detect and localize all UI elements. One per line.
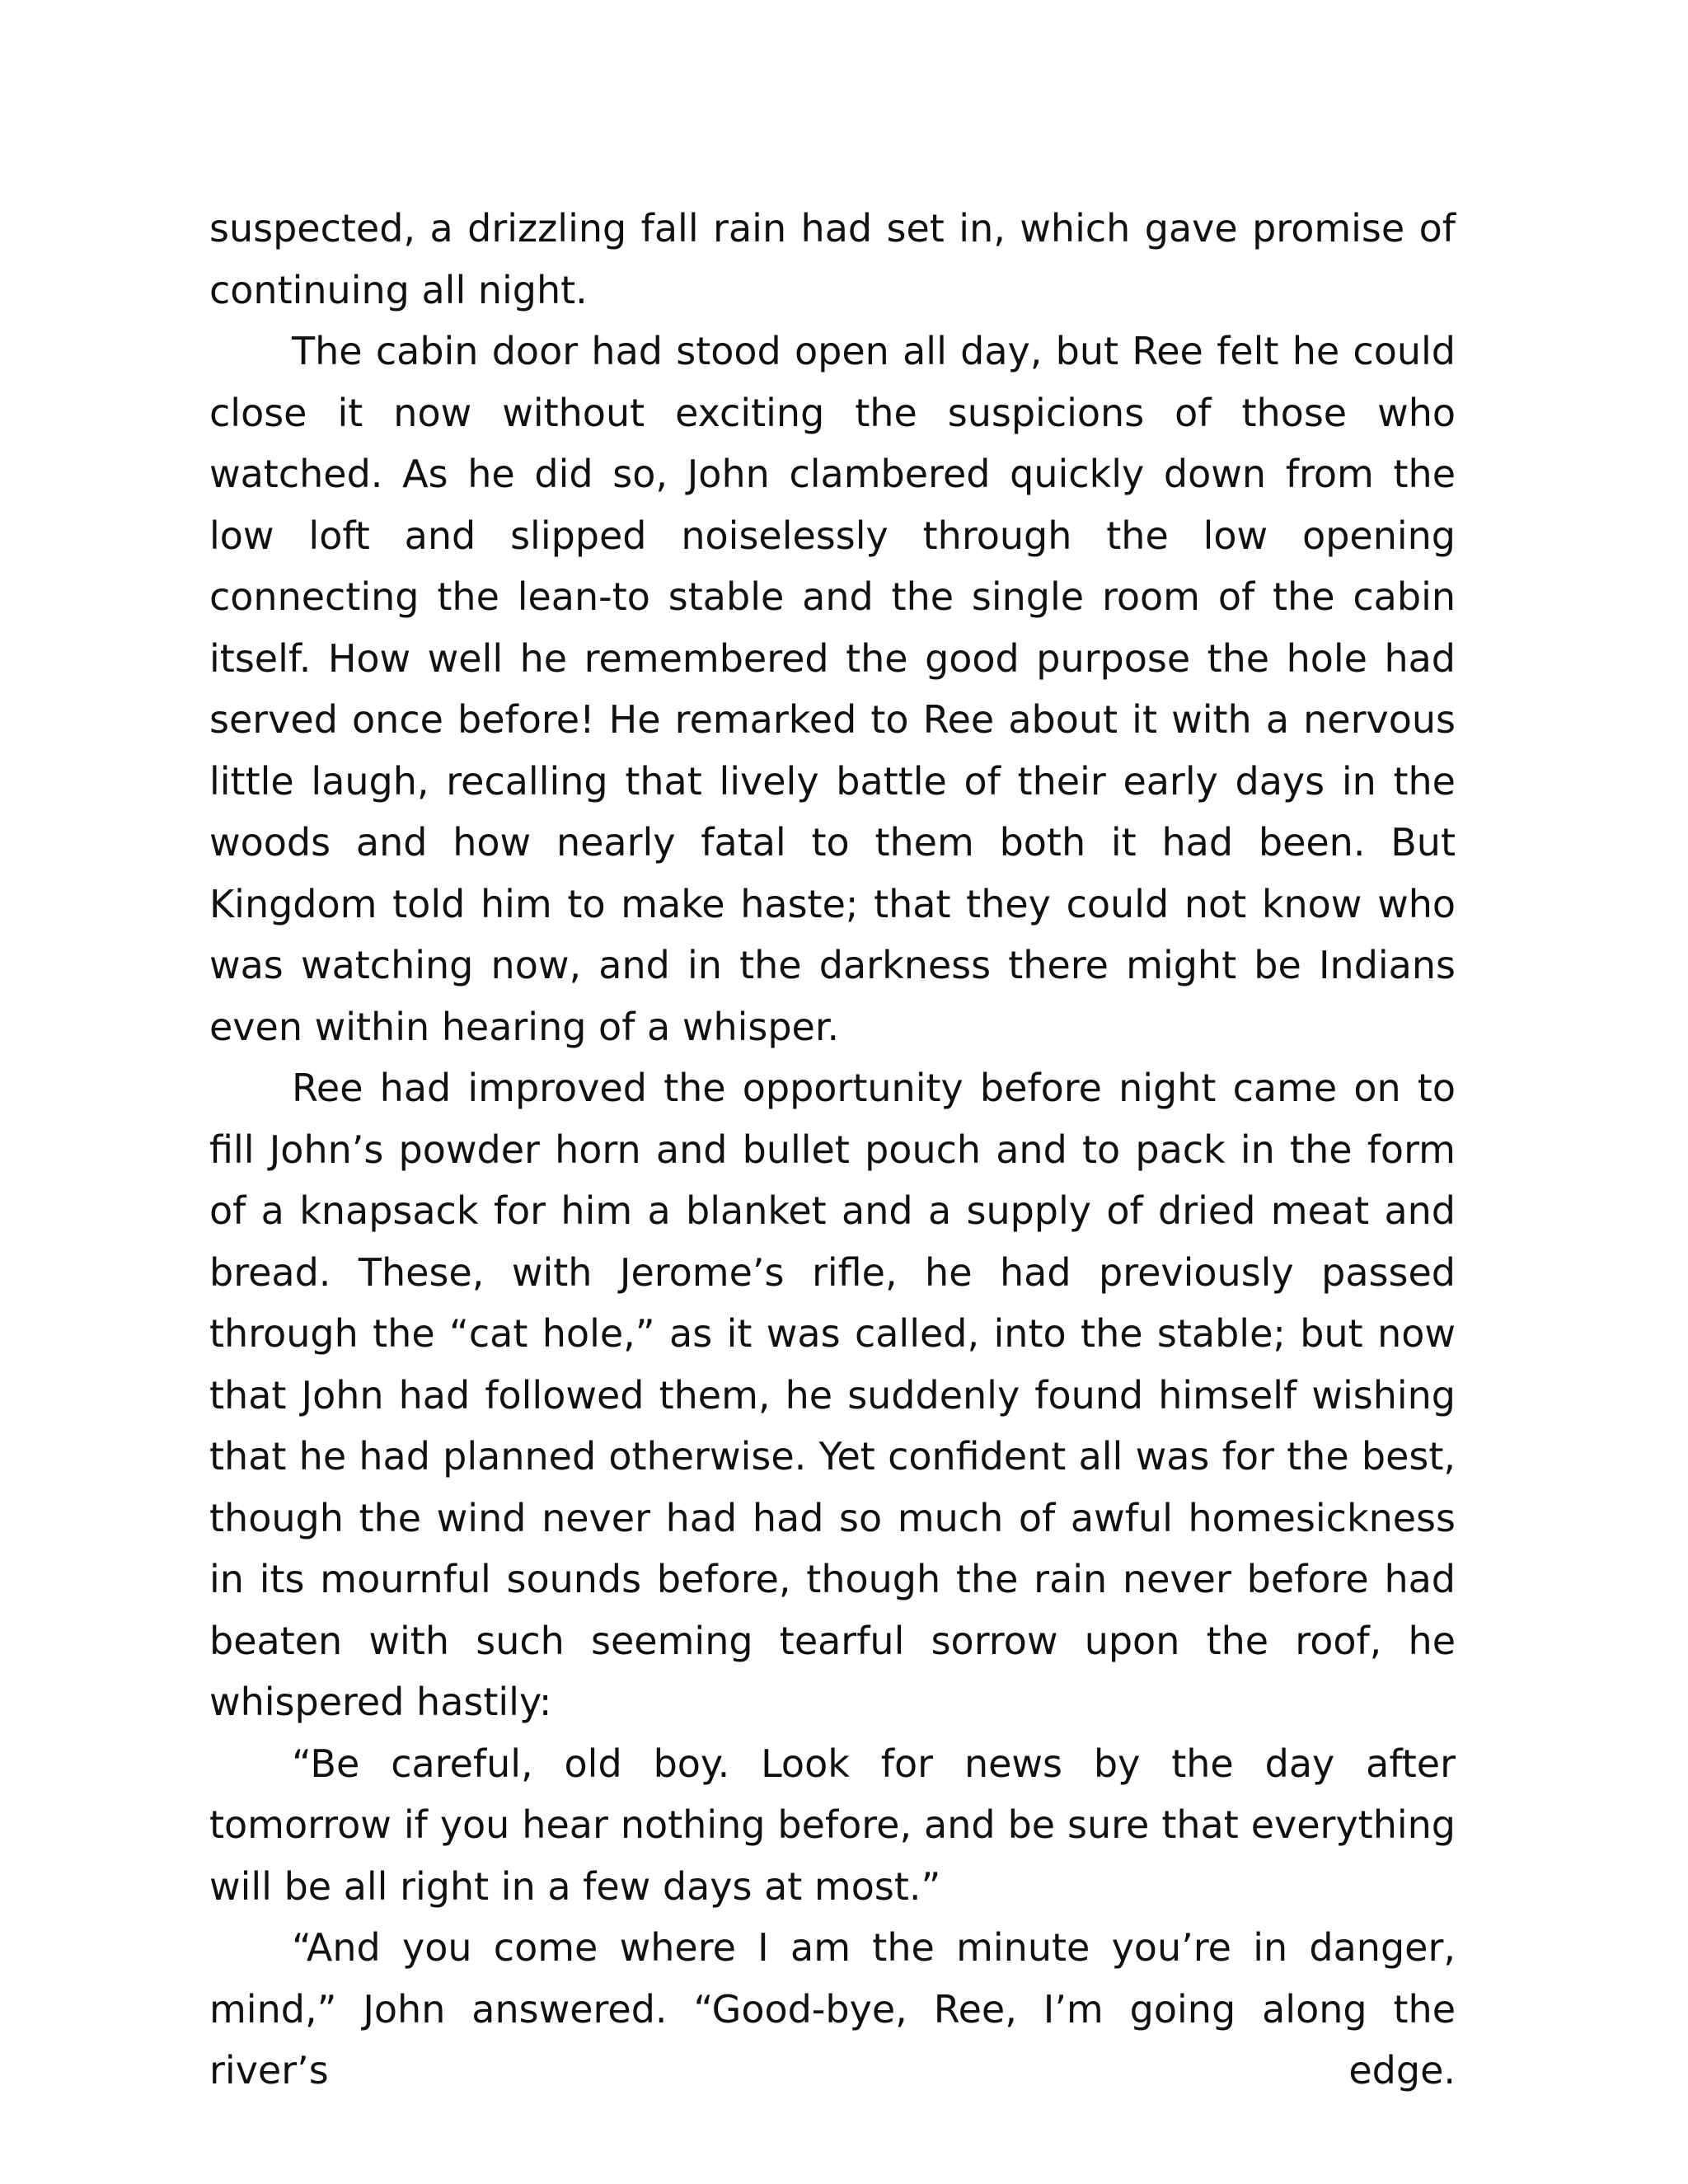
paragraph-john-answer: “And you come where I am the minute you’re in danger, mind,” John answered. “Good-bye, Ree, I’m going along the river’s edge.	[209, 1925, 1456, 2093]
paragraph-cabin-door: The cabin door had stood open all day, but Ree felt he could close it now without exciting the suspicions of those who watched. As he did so, John clambered quickly down from the low loft and slipped noiselessly through the low opening connecting the lean-to stable and the single room of the cabin itself. How well he remembered the good purpose the hole had served once before! He remarked to Ree about it with a nervous little laugh, recalling that lively battle of their early days in the woods and how nearly fatal to them both it had been. But Kingdom told him to make haste; that they could not know who was watching now, and in the darkness there might be Indians even within hearing of a whisper.	[209, 329, 1456, 1049]
paragraph-continued: suspected, a drizzling fall rain had set in, which gave promise of continuing all night.	[209, 206, 1456, 312]
page-text	[209, 198, 1456, 2102]
paragraph-be-careful-quote: “Be careful, old boy. Look for news by the day after tomorrow if you hear nothing before, and be sure that everything will be all right in a few days at most.”	[209, 1741, 1456, 1909]
paragraph-powder-horn: Ree had improved the opportunity before night came on to fill John’s powder horn and bullet pouch and to pack in the form of a knapsack for him a blanket and a supply of dried meat and bread. These, with Jerome’s rifle, he had previously passed through the “cat hole,” as it was called, into the stable; but now that John had followed them, he suddenly found himself wishing that he had planned otherwise. Yet confident all was for the best, though the wind never had had so much of awful homesickness in its mournful sounds before, though the rain never before had beaten with such seeming tearful sorrow upon the roof, he whispered hastily:	[209, 1066, 1456, 1724]
